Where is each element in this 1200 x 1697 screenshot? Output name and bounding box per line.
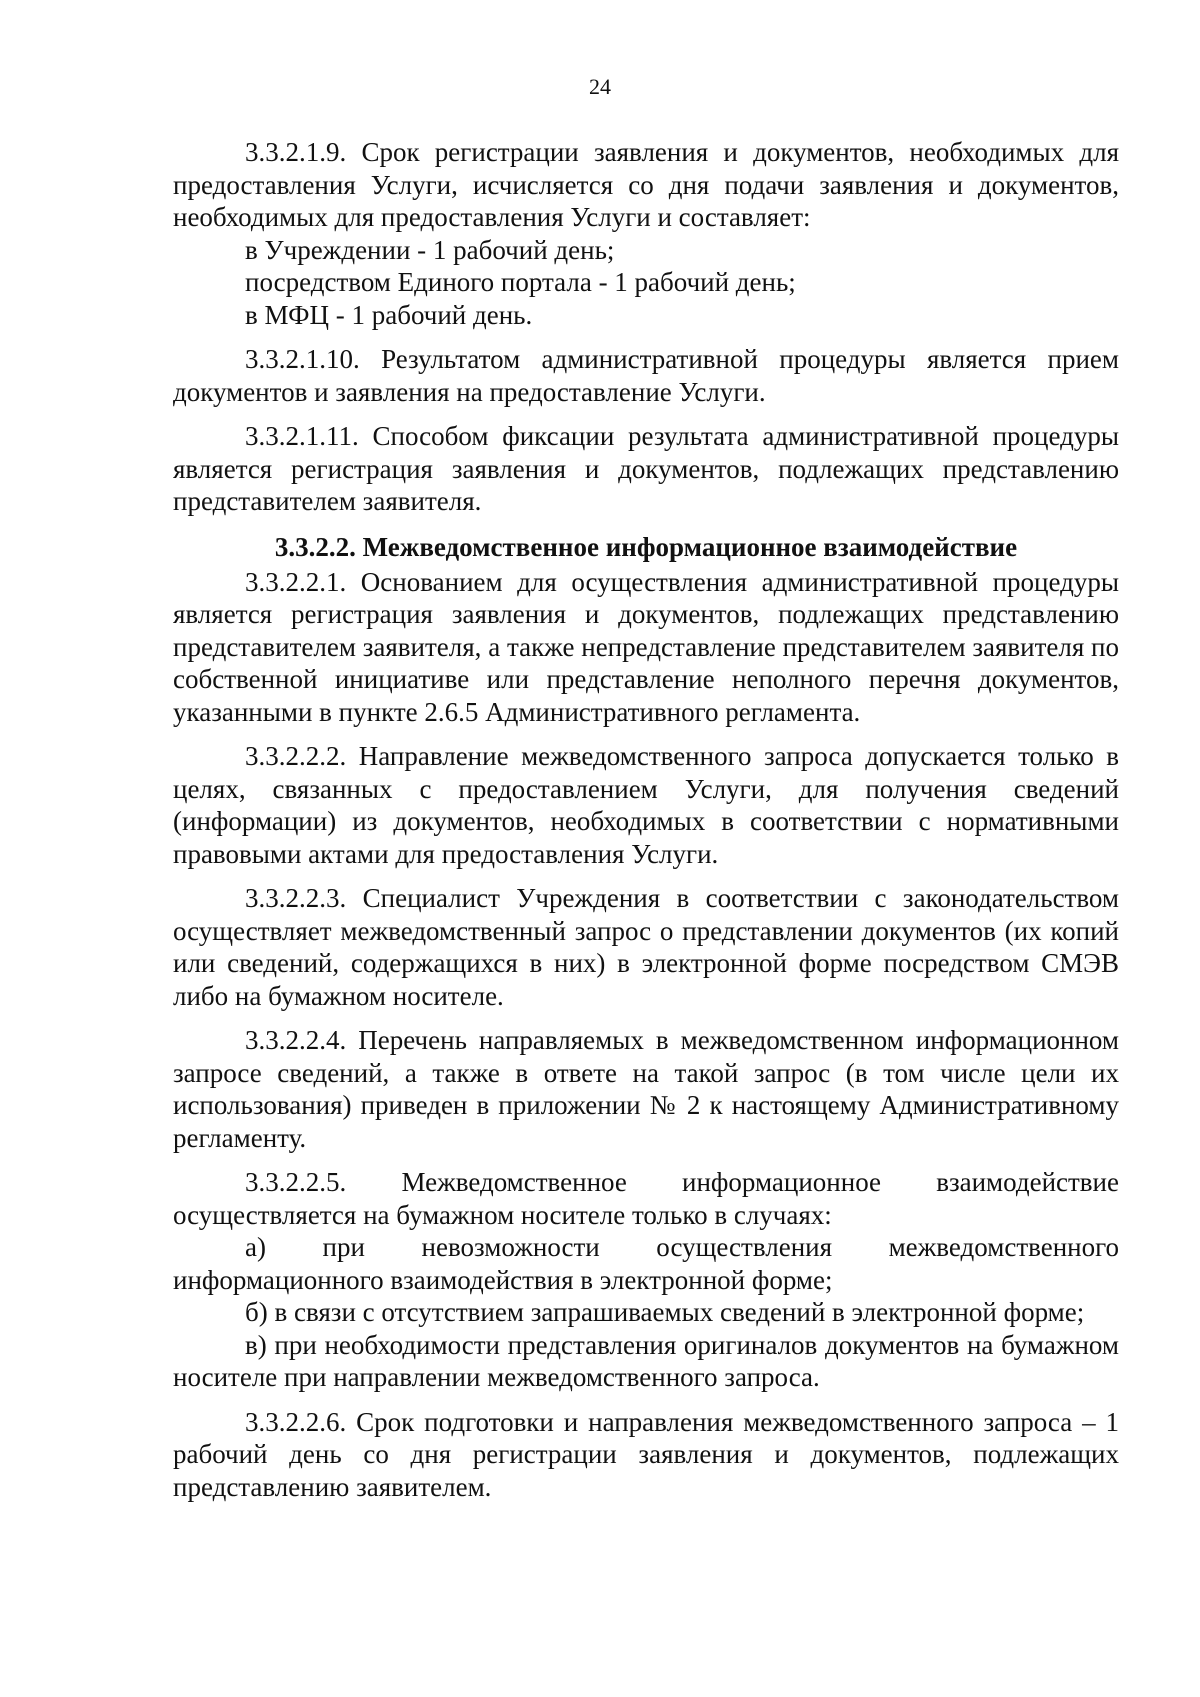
document-body <box>173 136 1119 1503</box>
paragraph-3-3-2-2-1: 3.3.2.2.1. Основанием для осуществления административной процедуры является регистрация заявления и документов, подлежащих представлению представителем заявителя, а также непредставление представителем заявителя по собственной инициативе или представление неполного перечня документов, указанными в пункте 2.6.5 Административного регламента. <box>173 566 1119 727</box>
paragraph-3-3-2-1-11: 3.3.2.1.11. Способом фиксации результата административной процедуры является регистрация заявления и документов, подлежащих представлению представителем заявителя. <box>173 421 1119 516</box>
case-item-c: в) при необходимости представления оригиналов документов на бумажном носителе при направлении межведомственного запроса. <box>173 1329 1119 1392</box>
case-item-a: а) при невозможности осуществления межведомственного информационного взаимодействия в электронной форме; <box>173 1232 1119 1295</box>
paragraph-3-3-2-2-5: 3.3.2.2.5. Межведомственное информационное взаимодействие осуществляется на бумажном носителе только в случаях: <box>173 1167 1119 1230</box>
case-item-b: б) в связи с отсутствием запрашиваемых сведений в электронной форме; <box>245 1297 1085 1327</box>
paragraph-3-3-2-2-6: 3.3.2.2.6. Срок подготовки и направления межведомственного запроса – 1 рабочий день со дня регистрации заявления и документов, подлежащих представлению заявителем. <box>173 1406 1119 1502</box>
paragraph-3-3-2-2-2: 3.3.2.2.2. Направление межведомственного запроса допускается только в целях, связанных с предоставлением Услуги, для получения сведений (информации) из документов, необходимых в соответствии с нормативными правовыми актами для предоставления Услуги. <box>173 741 1119 869</box>
paragraph-3-3-2-1-9: 3.3.2.1.9. Срок регистрации заявления и документов, необходимых для предоставления Услуги, исчисляется со дня подачи заявления и документов, необходимых для предоставления Услуги и составляет: <box>173 137 1119 232</box>
page-number: 24 <box>589 74 611 99</box>
paragraph-3-3-2-2-3: 3.3.2.2.3. Специалист Учреждения в соответствии с законодательством осуществляет межведомственный запрос о представлении документов (их копий или сведений, содержащихся в них) в электронной форме посредством СМЭВ либо на бумажном носителе. <box>173 883 1119 1011</box>
deadline-mfc: в МФЦ - 1 рабочий день. <box>245 299 533 330</box>
section-heading-3-3-2-2: 3.3.2.2. Межведомственное информационное взаимодействие <box>274 531 1018 562</box>
deadline-institution: в Учреждении - 1 рабочий день; <box>245 234 615 265</box>
paragraph-3-3-2-2-4: 3.3.2.2.4. Перечень направляемых в межведомственном информационном запросе сведений, а также в ответе на такой запрос (в том числе цели их использования) приведен в приложении № 2 к настоящему Административному регламенту. <box>173 1025 1119 1153</box>
paragraph-3-3-2-1-10: 3.3.2.1.10. Результатом административной процедуры является прием документов и заявления на предоставление Услуги. <box>173 344 1119 407</box>
deadline-unified-portal: посредством Единого портала - 1 рабочий день; <box>245 267 796 297</box>
